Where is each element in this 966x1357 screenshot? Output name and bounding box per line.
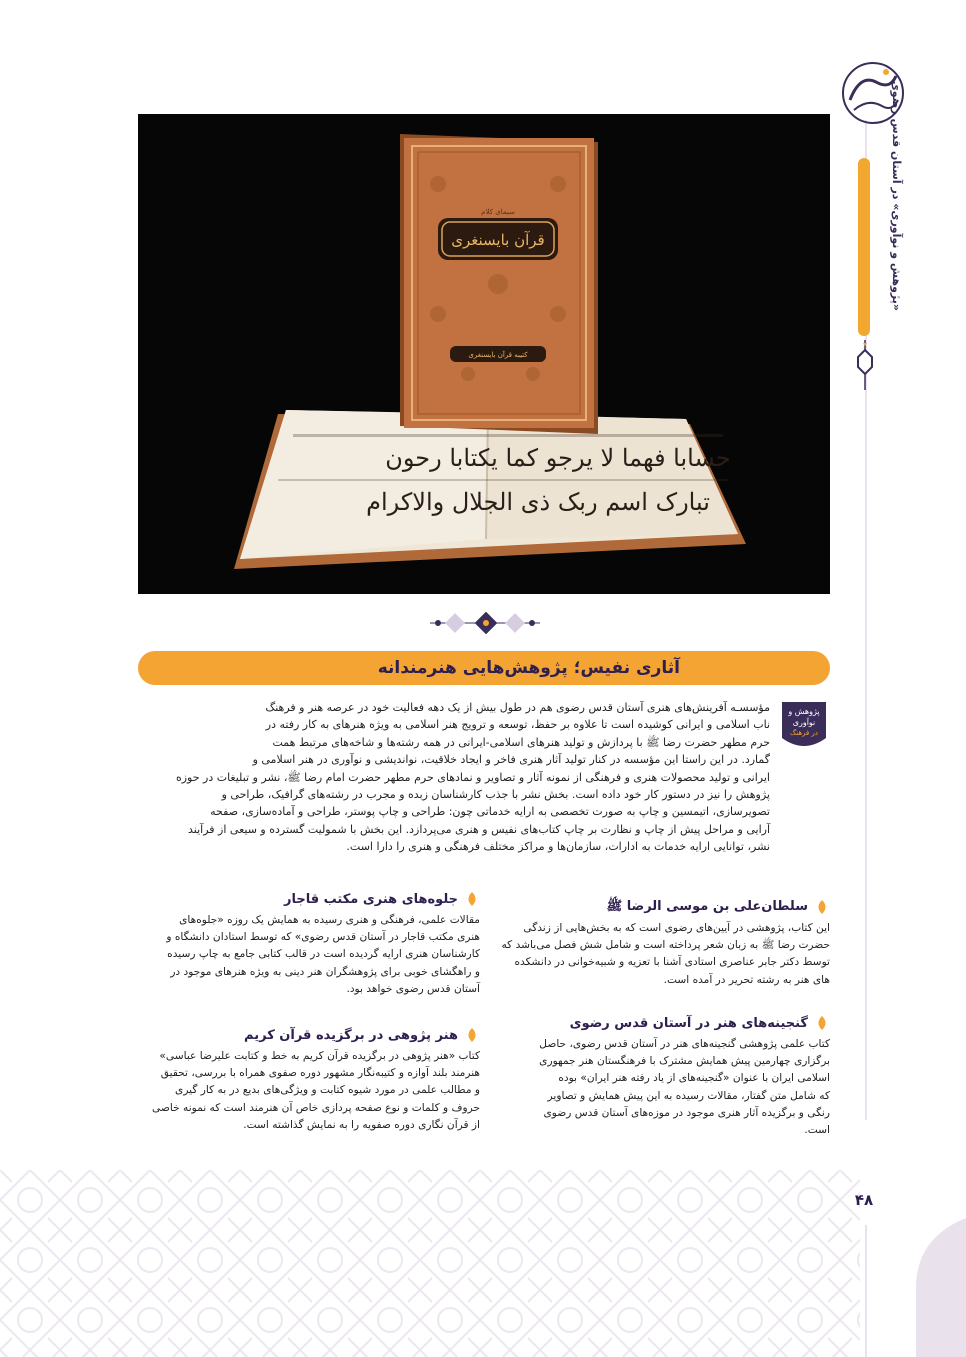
section-line: از قرآن نگاری دوره صفویه را به نمایش گذاشته است.	[243, 1118, 480, 1131]
article-title: آثاری نفیس؛ پژوهش‌هایی هنرمندانه	[377, 658, 680, 678]
section-line: کارشناسان هنری ارایه گردیده است در قالب کتابی جامع به چاپ رسیده	[167, 948, 480, 961]
cover-subtitle: سیمای کلام	[481, 208, 515, 216]
section-line: هنرمند بلند آوازه و کتیبه‌نگار مشهور دوره صفوی همراه با بررسی، تحقیق	[160, 1067, 480, 1080]
section-badge	[778, 700, 830, 754]
section-body	[138, 912, 480, 998]
section-heading	[138, 888, 480, 910]
intro-line: مؤسسـه آفرینش‌های هنری آستان قدس رضوی هم در طول بیش از یک دهه فعالیت خود در عرصه هنر و فرهنگ	[265, 701, 770, 714]
intro-line: پژوهش را نیز در دستور کار خود داده است. بخش نشر با جذب کارشناسان زبده و مجرب در رشته‌های گرافیک، طراحی و	[221, 788, 770, 802]
intro-line: ناب اسلامی و ایرانی کوشیده است تا علاوه بر حفظ، توسعه و ترویج هنر اسلامی به ویژه هنرهای به کار رفته در	[265, 718, 770, 732]
section-divider-ornament	[430, 612, 540, 634]
section-heading	[488, 1012, 830, 1034]
section-body	[488, 920, 830, 989]
intro-paragraph	[138, 699, 770, 856]
section-body	[488, 1036, 830, 1139]
cover-title: قرآن بایسنغری	[451, 231, 545, 249]
intro-line: گمارد. در این راستا این مؤسسه در کنار تولید آثار هنری فاخر و ایجاد خلاقیت، نواندیشی و نوآوری در هنر اسلامی و	[252, 753, 770, 767]
drop-bullet-icon	[464, 1027, 480, 1043]
section-heading	[138, 1024, 480, 1046]
section-heading	[488, 896, 830, 918]
section-line: هنری مکتب قاجار در آستان قدس رضوی» که توسط استادان دانشگاه و	[166, 931, 480, 944]
section-soltan-ali	[488, 896, 830, 989]
cover-bottom-label: کتیبه قرآن بایسنغری	[468, 351, 528, 359]
section-quran-art	[138, 1024, 480, 1134]
intro-line: حرم مطهر حضرت رضا ﷺ با پردازش و تولید هنرهای اسلامی-ایرانی در همه رشته‌ها و شاخه‌های مرتبط همت	[272, 735, 770, 749]
margin-rule-bottom	[865, 1225, 867, 1357]
section-line: که شامل متن گفتار، مقالات رسیده به این پیش همایش و تصاویر	[547, 1089, 830, 1102]
badge-line-3: در فرهنگ	[790, 729, 818, 737]
page-calligraphy-line-2: تبارک اسم ربک ذی الجلال والاکرام	[366, 488, 710, 516]
running-header: «پژوهش و نوآوری» در آستان قدس رضوی	[890, 80, 903, 311]
corner-arch-decoration	[896, 1218, 966, 1357]
drop-bullet-icon	[464, 891, 480, 907]
margin-star-ornament	[850, 340, 880, 390]
drop-bullet-icon	[814, 899, 830, 915]
section-line: مقالات علمی، فرهنگی و هنری رسیده به همایش یک روزه «جلوه‌های	[179, 914, 480, 926]
section-line: کتاب «هنر پژوهی در برگزیده قرآن کریم به خط و کتابت علیرضا عباسی»	[159, 1050, 480, 1062]
section-line: است.	[804, 1124, 830, 1137]
intro-line: آرایی و مراحل پیش از چاپ و نظارت بر چاپ کتاب‌های نفیس و هنری می‌پردازد. این بخش با شمولیت گسترده و سیعی از فرآیند	[188, 822, 770, 836]
section-body	[138, 1048, 480, 1134]
section-line: حروف و کلمات و نوع صفحه پردازی خاص آن هنرمند است که نمونه خاصی	[152, 1101, 480, 1114]
footer-lattice-pattern	[0, 1170, 860, 1357]
drop-bullet-icon	[814, 1015, 830, 1031]
page-number: ۴۸	[854, 1191, 874, 1209]
badge-line-2: نوآوری	[792, 718, 816, 727]
section-line: و مطالب علمی در مورد شیوه کتابت و ویژگی‌های بدیع در به کار گیری	[175, 1084, 480, 1097]
intro-line: تصویرسازی، ‌اتیمسین و چاپ به صورت تخصصی به ارایه خدماتی چون: طراحی و چاپ پوستر، طراحی و آماده‌سازی، صفحه	[210, 805, 770, 819]
section-qajar	[138, 888, 480, 998]
section-line: اسلامی ایران با عنوان «گنجینه‌های از یاد رفته هنر ایران» بوده	[558, 1072, 830, 1085]
section-treasures	[488, 1012, 830, 1139]
section-line: این کتاب، پژوهشی در آیین‌های رضوی است که به بخش‌هایی از زندگی	[523, 922, 830, 934]
section-line: برگزاری چهارمین پیش همایش مشترک با فرهنگستان هنر جمهوری	[539, 1055, 830, 1068]
section-line: کتاب علمی پژوهشی گنجینه‌های هنر در آستان قدس رضوی، حاصل	[539, 1038, 830, 1050]
section-title: جلوه‌های هنری مکتب قاجار	[283, 891, 458, 907]
page-calligraphy-line-1: حسابا فهما لا یرجو کما یکتابا رحون	[385, 444, 731, 472]
magazine-logo	[838, 60, 908, 126]
section-line: های هنر به رشته تحریر در آمده است.	[663, 973, 830, 986]
margin-accent-stripe	[858, 158, 870, 336]
section-line: و راهگشای خوبی برای پژوهشگران هنر دینی به ویژه هنرهای موجود در	[170, 965, 480, 978]
intro-line: ایرانی و تولید محصولات هنری و فرهنگی از نمونه آثار و تصاویر و نمادهای حرم مطهر حضرت امام رضا ﷺ، نشر و تبلیغات در حوزه	[175, 770, 770, 784]
section-title: گنجینه‌های هنر در آستان قدس رضوی	[569, 1015, 808, 1031]
section-title: هنر پژوهی در برگزیده قرآن کریم	[244, 1027, 458, 1043]
section-line: رنگی و برگزیده آثار هنری موجود در موزه‌های آستان قدس رضوی	[543, 1106, 830, 1119]
section-line: توسط دکتر جابر عناصری استادی آشنا با تعزیه و شبیه‌خوانی در دانشکده	[514, 956, 830, 969]
badge-line-1: پژوهش و	[788, 707, 820, 716]
book-photo	[138, 114, 830, 594]
section-line: حضرت رضا ﷺ به زبان شعر پرداخته است و شامل شش فصل می‌باشد که	[501, 939, 830, 952]
article-title-banner	[138, 651, 830, 685]
section-title: سلطان‌علی بن موسی الرضا ﷺ	[606, 898, 808, 914]
intro-line: نشر، توانایی ارایه خدمات به ادارات، سازمان‌ها و مراکز مختلف فرهنگی و هنری را دارا است.	[346, 840, 770, 854]
section-line: آستان قدس رضوی خواهد بود.	[346, 982, 480, 995]
